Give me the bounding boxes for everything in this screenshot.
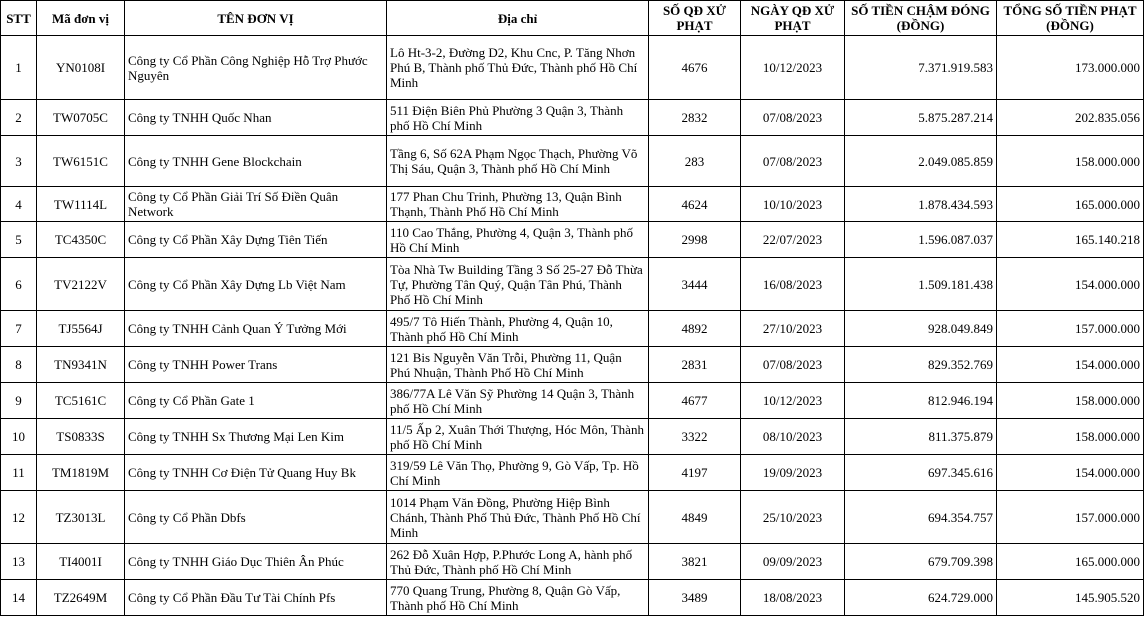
cell-ngay: 07/08/2023: [741, 136, 845, 187]
cell-so-qd: 3821: [649, 544, 741, 580]
cell-stt: 9: [1, 383, 37, 419]
cell-so-qd: 4892: [649, 311, 741, 347]
cell-ngay: 27/10/2023: [741, 311, 845, 347]
cell-ma: TC5161C: [37, 383, 125, 419]
header-ma-don-vi: Mã đơn vị: [37, 1, 125, 36]
cell-dia-chi: 121 Bis Nguyễn Văn Trỗi, Phường 11, Quận Phú Nhuận, Thành Phố Hồ Chí Minh: [387, 347, 649, 383]
cell-stt: 1: [1, 36, 37, 100]
cell-ma: TJ5564J: [37, 311, 125, 347]
cell-cham-dong: 624.729.000: [845, 580, 997, 616]
cell-cham-dong: 694.354.757: [845, 491, 997, 544]
cell-stt: 11: [1, 455, 37, 491]
cell-tong-phat: 158.000.000: [997, 383, 1144, 419]
cell-dia-chi: 262 Đỗ Xuân Hợp, P.Phước Long A, hành phố Thủ Đức, Thành phố Hồ Chí Minh: [387, 544, 649, 580]
cell-ten: Công ty Cổ Phần Đầu Tư Tài Chính Pfs: [125, 580, 387, 616]
cell-ten: Công ty TNHH Gene Blockchain: [125, 136, 387, 187]
cell-ma: TC4350C: [37, 222, 125, 258]
cell-cham-dong: 811.375.879: [845, 419, 997, 455]
cell-cham-dong: 5.875.287.214: [845, 100, 997, 136]
cell-ma: TS0833S: [37, 419, 125, 455]
cell-tong-phat: 165.000.000: [997, 544, 1144, 580]
cell-tong-phat: 165.000.000: [997, 187, 1144, 222]
table-row: [1, 580, 1144, 616]
cell-tong-phat: 154.000.000: [997, 258, 1144, 311]
cell-ma: TV2122V: [37, 258, 125, 311]
cell-stt: 12: [1, 491, 37, 544]
cell-tong-phat: 154.000.000: [997, 455, 1144, 491]
header-so-tien-cham-dong: SỐ TIỀN CHẬM ĐÓNG (ĐỒNG): [845, 1, 997, 36]
table-row: [1, 258, 1144, 311]
cell-dia-chi: Lô Ht-3-2, Đường D2, Khu Cnc, P. Tăng Nhơn Phú B, Thành phố Thủ Đức, Thành phố Hồ Chí Minh: [387, 36, 649, 100]
cell-stt: 5: [1, 222, 37, 258]
cell-dia-chi: 11/5 Ấp 2, Xuân Thới Thượng, Hóc Môn, Thành phố Hồ Chí Minh: [387, 419, 649, 455]
cell-dia-chi: 770 Quang Trung, Phường 8, Quận Gò Vấp, Thành phố Hồ Chí Minh: [387, 580, 649, 616]
cell-tong-phat: 145.905.520: [997, 580, 1144, 616]
cell-so-qd: 4624: [649, 187, 741, 222]
header-ngay-qd: NGÀY QĐ XỬ PHẠT: [741, 1, 845, 36]
cell-cham-dong: 829.352.769: [845, 347, 997, 383]
cell-ten: Công ty TNHH Quốc Nhan: [125, 100, 387, 136]
header-tong-so-tien-phat: TỔNG SỐ TIỀN PHẠT (ĐỒNG): [997, 1, 1144, 36]
cell-ngay: 25/10/2023: [741, 491, 845, 544]
cell-so-qd: 4676: [649, 36, 741, 100]
header-dia-chi: Địa chỉ: [387, 1, 649, 36]
header-ten-don-vi: TÊN ĐƠN VỊ: [125, 1, 387, 36]
cell-ten: Công ty TNHH Cơ Điện Tử Quang Huy Bk: [125, 455, 387, 491]
cell-so-qd: 2832: [649, 100, 741, 136]
cell-so-qd: 3489: [649, 580, 741, 616]
cell-ngay: 07/08/2023: [741, 347, 845, 383]
cell-ngay: 22/07/2023: [741, 222, 845, 258]
cell-so-qd: 2831: [649, 347, 741, 383]
cell-ten: Công ty Cổ Phần Dbfs: [125, 491, 387, 544]
cell-tong-phat: 154.000.000: [997, 347, 1144, 383]
cell-dia-chi: 1014 Phạm Văn Đồng, Phường Hiệp Bình Chánh, Thành Phố Thủ Đức, Thành Phố Hồ Chí Minh: [387, 491, 649, 544]
cell-ngay: 07/08/2023: [741, 100, 845, 136]
table-row: [1, 136, 1144, 187]
cell-cham-dong: 2.049.085.859: [845, 136, 997, 187]
cell-ngay: 19/09/2023: [741, 455, 845, 491]
cell-tong-phat: 165.140.218: [997, 222, 1144, 258]
cell-ngay: 09/09/2023: [741, 544, 845, 580]
cell-so-qd: 4677: [649, 383, 741, 419]
cell-ngay: 16/08/2023: [741, 258, 845, 311]
table-row: [1, 491, 1144, 544]
cell-stt: 3: [1, 136, 37, 187]
cell-cham-dong: 1.878.434.593: [845, 187, 997, 222]
cell-so-qd: 3444: [649, 258, 741, 311]
cell-tong-phat: 158.000.000: [997, 419, 1144, 455]
cell-dia-chi: 177 Phan Chu Trinh, Phường 13, Quận Bình Thạnh, Thành Phố Hồ Chí Minh: [387, 187, 649, 222]
cell-dia-chi: Tòa Nhà Tw Building Tầng 3 Số 25-27 Đỗ Thừa Tự, Phường Tân Quý, Quận Tân Phú, Thành Phố Hồ Chí Minh: [387, 258, 649, 311]
cell-ma: TW1114L: [37, 187, 125, 222]
cell-ten: Công ty TNHH Giáo Dục Thiên Ân Phúc: [125, 544, 387, 580]
table-row: [1, 100, 1144, 136]
cell-tong-phat: 157.000.000: [997, 311, 1144, 347]
cell-dia-chi: 319/59 Lê Văn Thọ, Phường 9, Gò Vấp, Tp. Hồ Chí Minh: [387, 455, 649, 491]
table-row: [1, 383, 1144, 419]
cell-dia-chi: 511 Điện Biên Phủ Phường 3 Quận 3, Thành phố Hồ Chí Minh: [387, 100, 649, 136]
cell-cham-dong: 1.596.087.037: [845, 222, 997, 258]
cell-cham-dong: 928.049.849: [845, 311, 997, 347]
cell-cham-dong: 812.946.194: [845, 383, 997, 419]
cell-ten: Công ty TNHH Power Trans: [125, 347, 387, 383]
cell-ngay: 10/12/2023: [741, 36, 845, 100]
cell-dia-chi: Tầng 6, Số 62A Phạm Ngọc Thạch, Phường Võ Thị Sáu, Quận 3, Thành phố Hồ Chí Minh: [387, 136, 649, 187]
header-so-qd: SỐ QĐ XỬ PHẠT: [649, 1, 741, 36]
cell-ma: TI4001I: [37, 544, 125, 580]
cell-stt: 13: [1, 544, 37, 580]
cell-so-qd: 2998: [649, 222, 741, 258]
cell-stt: 2: [1, 100, 37, 136]
table-row: [1, 311, 1144, 347]
cell-dia-chi: 110 Cao Thắng, Phường 4, Quận 3, Thành phố Hồ Chí Minh: [387, 222, 649, 258]
cell-ngay: 10/10/2023: [741, 187, 845, 222]
cell-so-qd: 283: [649, 136, 741, 187]
cell-so-qd: 4197: [649, 455, 741, 491]
cell-stt: 6: [1, 258, 37, 311]
cell-ngay: 10/12/2023: [741, 383, 845, 419]
cell-ten: Công ty Cổ Phần Công Nghiệp Hỗ Trợ Phước Nguyên: [125, 36, 387, 100]
cell-ten: Công ty Cổ Phần Giải Trí Số Điền Quân Network: [125, 187, 387, 222]
table-row: [1, 36, 1144, 100]
cell-ten: Công ty TNHH Sx Thương Mại Len Kim: [125, 419, 387, 455]
table-row: [1, 419, 1144, 455]
table-row: [1, 222, 1144, 258]
cell-ten: Công ty Cổ Phần Xây Dựng Tiên Tiến: [125, 222, 387, 258]
cell-so-qd: 3322: [649, 419, 741, 455]
cell-ten: Công ty Cổ Phần Gate 1: [125, 383, 387, 419]
cell-cham-dong: 1.509.181.438: [845, 258, 997, 311]
cell-cham-dong: 697.345.616: [845, 455, 997, 491]
cell-dia-chi: 495/7 Tô Hiến Thành, Phường 4, Quận 10, Thành phố Hồ Chí Minh: [387, 311, 649, 347]
table-row: [1, 544, 1144, 580]
cell-stt: 7: [1, 311, 37, 347]
cell-ten: Công ty Cổ Phần Xây Dựng Lb Việt Nam: [125, 258, 387, 311]
cell-ma: TM1819M: [37, 455, 125, 491]
cell-stt: 14: [1, 580, 37, 616]
cell-cham-dong: 679.709.398: [845, 544, 997, 580]
cell-so-qd: 4849: [649, 491, 741, 544]
table-row: [1, 187, 1144, 222]
cell-ma: TZ2649M: [37, 580, 125, 616]
cell-tong-phat: 202.835.056: [997, 100, 1144, 136]
cell-ma: TW6151C: [37, 136, 125, 187]
header-stt: STT: [1, 1, 37, 36]
cell-ten: Công ty TNHH Cảnh Quan Ý Tưởng Mới: [125, 311, 387, 347]
cell-stt: 4: [1, 187, 37, 222]
cell-dia-chi: 386/77A Lê Văn Sỹ Phường 14 Quận 3, Thành phố Hồ Chí Minh: [387, 383, 649, 419]
cell-tong-phat: 158.000.000: [997, 136, 1144, 187]
cell-ngay: 18/08/2023: [741, 580, 845, 616]
cell-ma: TZ3013L: [37, 491, 125, 544]
cell-ma: TW0705C: [37, 100, 125, 136]
cell-ngay: 08/10/2023: [741, 419, 845, 455]
cell-stt: 10: [1, 419, 37, 455]
table-row: [1, 347, 1144, 383]
cell-tong-phat: 173.000.000: [997, 36, 1144, 100]
cell-stt: 8: [1, 347, 37, 383]
cell-ma: TN9341N: [37, 347, 125, 383]
cell-ma: YN0108I: [37, 36, 125, 100]
cell-cham-dong: 7.371.919.583: [845, 36, 997, 100]
cell-tong-phat: 157.000.000: [997, 491, 1144, 544]
table-row: [1, 455, 1144, 491]
header-row: [1, 1, 1144, 36]
